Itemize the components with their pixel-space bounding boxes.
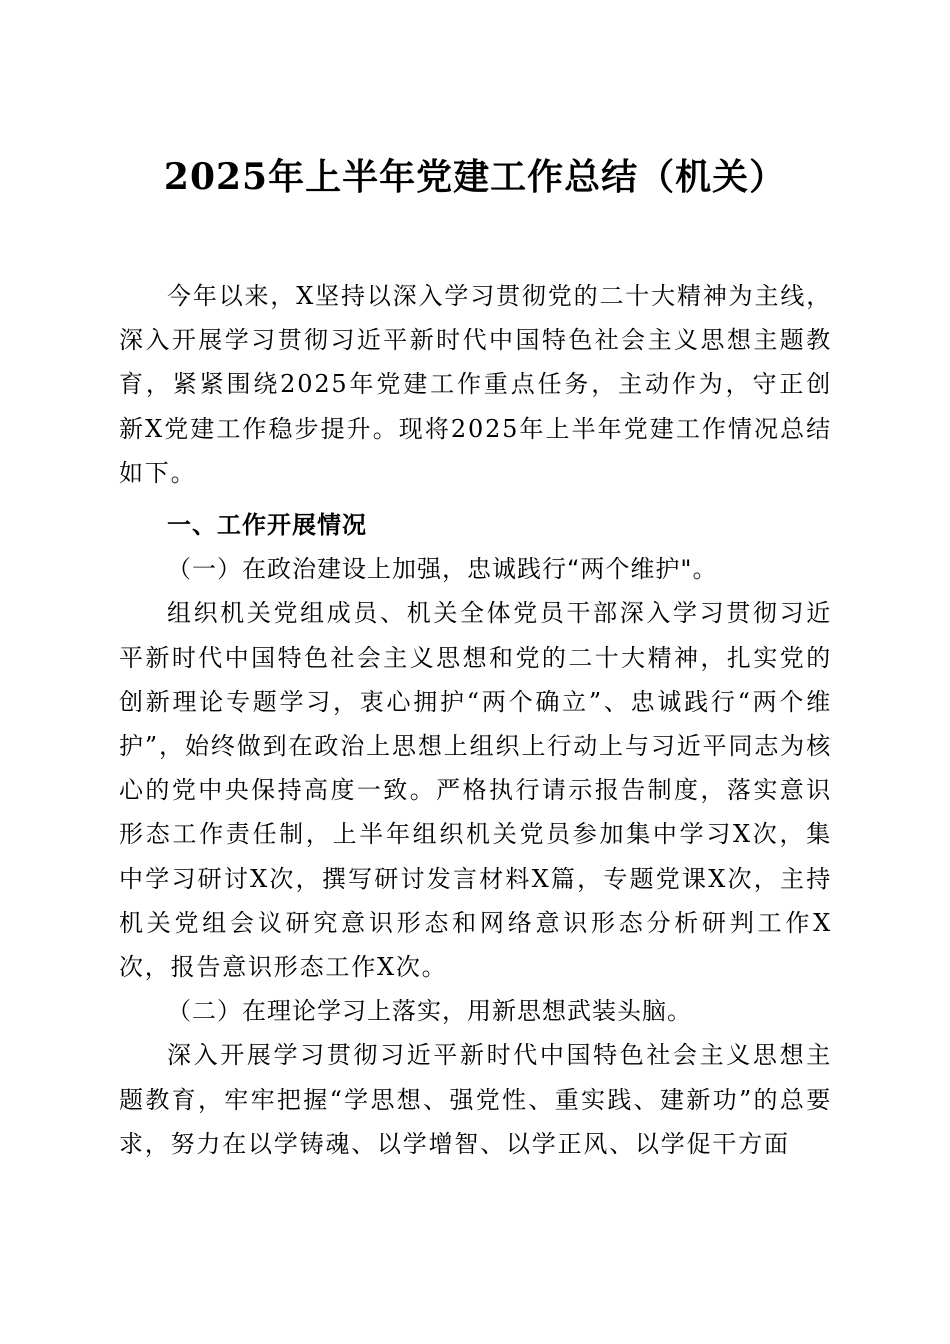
section-heading: 一、工作开展情况 bbox=[167, 511, 367, 540]
intro-paragraph: 今年以来，X坚持以深入学习贯彻党的二十大精神为主线，深入开展学习贯彻习近平新时代中国特色社会主义思想主题教育，紧紧围绕2025年党建工作重点任务，主动作为，守正创新X党建工作稳步提升。现将2025年上半年党建工作情况总结如下。 bbox=[119, 282, 832, 487]
subsection-heading-1: （一）在政治建设上加强，忠诚践行“两个维护"。 bbox=[167, 555, 718, 584]
document-body bbox=[119, 274, 832, 1166]
subsection-heading-2: （二）在理论学习上落实，用新思想武装头脑。 bbox=[167, 997, 692, 1026]
body-paragraph-2: 深入开展学习贯彻习近平新时代中国特色社会主义思想主题教育，牢牢把握“学思想、强党性、重实践、建新功”的总要求，努力在以学铸魂、以学增智、以学正风、以学促干方面 bbox=[119, 1041, 832, 1158]
body-paragraph-1: 组织机关党组成员、机关全体党员干部深入学习贯彻习近平新时代中国特色社会主义思想和党的二十大精神，扎实党的创新理论专题学习，衷心拥护“两个确立”、忠诚践行“两个维护”，始终做到在政治上思想上组织上行动上与习近平同志为核心的党中央保持高度一致。严格执行请示报告制度，落实意识形态工作责任制，上半年组织机关党员参加集中学习X次，集中学习研讨X次，撰写研讨发言材料X篇，专题党课X次，主持机关党组会议研究意识形态和网络意识形态分析研判工作X次，报告意识形态工作X次。 bbox=[119, 599, 832, 982]
document-title: 2025年上半年党建工作总结（机关） bbox=[163, 156, 787, 198]
